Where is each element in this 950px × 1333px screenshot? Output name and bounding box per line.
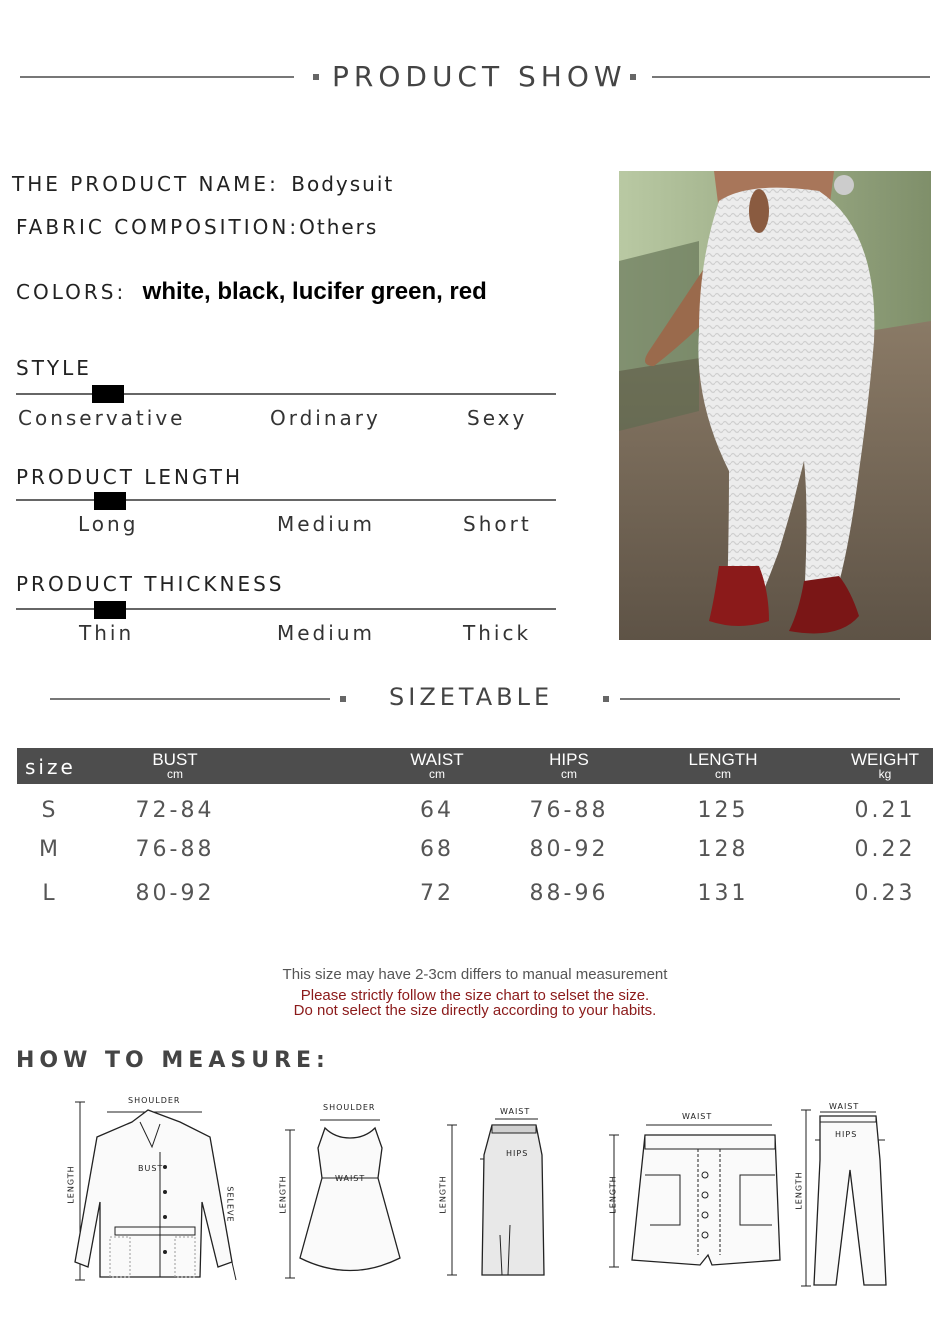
fabric-row [16, 215, 378, 239]
table-cell-length: 125 [697, 798, 749, 823]
bodysuit-model-image [619, 171, 931, 640]
pants-hips-label: HIPS [835, 1130, 858, 1139]
header-length: LENGTH cm [688, 750, 758, 781]
page-title: PRODUCT SHOW [332, 60, 627, 93]
header-weight: WEIGHT kg [851, 750, 919, 781]
shorts-diagram [600, 1115, 790, 1275]
skirt-diagram [440, 1115, 550, 1285]
length-title: PRODUCT LENGTH [16, 465, 244, 489]
colors-row [16, 278, 487, 306]
style-option-sexy: Sexy [467, 406, 528, 430]
style-option-conservative: Conservative [18, 406, 186, 430]
header-waist: WAIST cm [410, 750, 464, 781]
length-option-medium: Medium [277, 512, 375, 536]
note-measurement: This size may have 2-3cm differs to manual measurement [282, 966, 668, 983]
table-cell-hips: 88-96 [529, 881, 609, 906]
length-option-long: Long [78, 512, 139, 536]
jacket-diagram [60, 1092, 250, 1292]
length-marker [94, 492, 126, 510]
pants-length-label: LENGTH [794, 1171, 804, 1210]
dress-shoulder-label: SHOULDER [323, 1103, 376, 1112]
thickness-option-medium: Medium [277, 621, 375, 645]
table-cell-bust: 76-88 [135, 837, 215, 862]
table-cell-hips: 76-88 [529, 798, 609, 823]
header-size: size [25, 755, 76, 779]
product-name-row [12, 172, 394, 196]
skirt-hips-label: HIPS [506, 1149, 529, 1158]
header-dot-right [630, 74, 636, 80]
table-cell-size: S [41, 798, 59, 823]
jacket-bust-label: BUST [138, 1164, 164, 1173]
sizetable-line-right [620, 698, 900, 700]
table-cell-bust: 72-84 [135, 798, 215, 823]
product-photo [619, 171, 931, 640]
product-name-value: Bodysuit [291, 172, 395, 196]
table-cell-waist: 72 [420, 881, 454, 906]
jacket-sleeve-label: SELEVE [225, 1186, 235, 1223]
colors-label: COLORS: [16, 280, 127, 304]
table-cell-hips: 80-92 [529, 837, 609, 862]
jacket-shoulder-label: SHOULDER [128, 1096, 181, 1105]
skirt-length-label: LENGTH [438, 1175, 448, 1214]
header-dot-left [313, 74, 319, 80]
table-cell-weight: 0.23 [854, 881, 916, 906]
table-cell-length: 128 [697, 837, 749, 862]
dress-length-label: LENGTH [278, 1175, 288, 1214]
sizetable-title: SIZETABLE [389, 683, 554, 711]
product-name-label: THE PRODUCT NAME: [12, 172, 279, 196]
measure-title: HOW TO MEASURE: [16, 1048, 330, 1073]
pants-waist-label: WAIST [829, 1102, 860, 1111]
shorts-length-label: LENGTH [608, 1175, 618, 1214]
colors-value: white, black, lucifer green, red [142, 278, 487, 305]
table-cell-size: M [39, 837, 61, 862]
note-follow-chart: Please strictly follow the size chart to selset the size. [300, 987, 650, 1004]
note-habits: Do not select the size directly according to your habits. [293, 1002, 657, 1019]
table-cell-length: 131 [697, 881, 749, 906]
table-cell-size: L [42, 881, 58, 906]
jacket-illustration [60, 1092, 250, 1292]
thickness-option-thin: Thin [79, 621, 135, 645]
table-cell-waist: 64 [420, 798, 454, 823]
header-bust: BUST cm [152, 750, 198, 781]
table-cell-bust: 80-92 [135, 881, 215, 906]
sizetable-dot-right [603, 696, 609, 702]
table-cell-weight: 0.22 [854, 837, 916, 862]
sizetable-line-left [50, 698, 330, 700]
fabric-value: Others [299, 215, 379, 239]
table-cell-waist: 68 [420, 837, 454, 862]
header-hips: HIPS cm [549, 750, 589, 781]
dress-diagram [280, 1108, 410, 1288]
header-line-right [652, 76, 930, 78]
style-option-ordinary: Ordinary [270, 406, 381, 430]
thickness-marker [94, 601, 126, 619]
shorts-waist-label: WAIST [682, 1112, 713, 1121]
thickness-option-thick: Thick [463, 621, 532, 645]
style-title: STYLE [16, 356, 92, 380]
dress-illustration [280, 1108, 410, 1288]
shorts-illustration [600, 1115, 790, 1275]
fabric-label: FABRIC COMPOSITION: [16, 215, 300, 239]
header-line-left [20, 76, 294, 78]
length-option-short: Short [463, 512, 532, 536]
thickness-title: PRODUCT THICKNESS [16, 572, 285, 596]
table-cell-weight: 0.21 [854, 798, 916, 823]
jacket-length-label: LENGTH [66, 1165, 76, 1204]
style-marker [92, 385, 124, 403]
dress-waist-label: WAIST [335, 1174, 366, 1183]
sizetable-dot-left [340, 696, 346, 702]
skirt-illustration [440, 1115, 550, 1285]
skirt-waist-label: WAIST [500, 1107, 531, 1116]
